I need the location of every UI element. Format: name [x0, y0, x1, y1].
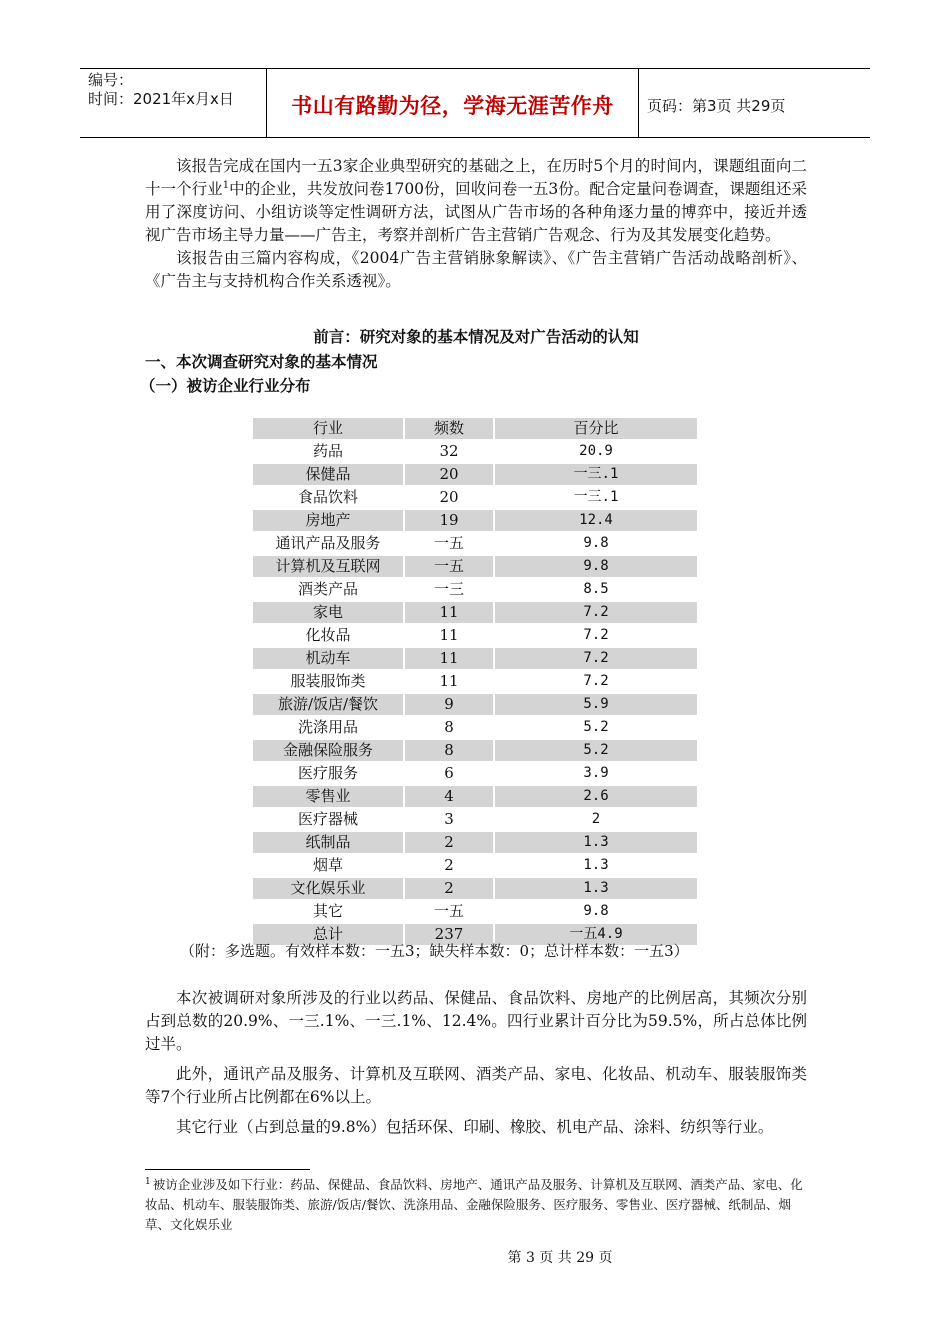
table-row — [253, 602, 697, 623]
industry-cell: 烟草 — [312, 856, 343, 874]
percent-cell: 7.2 — [493, 625, 697, 646]
industry-cell: 化妆品 — [305, 626, 351, 644]
page-header — [80, 68, 870, 138]
table-row — [253, 556, 697, 577]
analysis-paragraph-1: 本次被调研对象所涉及的行业以药品、保健品、食品饮料、房地产的比例居高，其频次分别占到总数的20.9%、一三.1%、一三.1%、12.4%。四行业累计百分比为59.5%，所占总体比例过半。 — [145, 989, 807, 1053]
footnote-ref[interactable]: 1 — [222, 179, 230, 191]
industry-cell: 房地产 — [253, 510, 403, 531]
percent-cell: 9.8 — [493, 533, 697, 554]
intro-paragraph-2: 该报告由三篇内容构成，《2004广告主营销脉象解读》、《广告主营销广告活动战略剖析》、《广告主与支持机构合作关系透视》。 — [145, 249, 807, 290]
industry-cell: 计算机及互联网 — [253, 556, 403, 577]
frequency-cell: 2 — [403, 832, 493, 853]
frequency-cell: 一五 — [403, 533, 493, 554]
percent-cell: 2 — [493, 809, 697, 830]
percent-cell: 7.2 — [493, 602, 697, 623]
table-row — [253, 878, 697, 899]
frequency-cell: 11 — [403, 671, 493, 692]
percent-cell: 一三.1 — [493, 487, 697, 508]
table-row — [253, 671, 697, 692]
percent-cell: 7.2 — [493, 648, 697, 669]
industry-cell: 机动车 — [253, 648, 403, 669]
industry-cell: 医疗服务 — [297, 764, 358, 782]
table-row — [253, 694, 697, 715]
frequency-cell: 3 — [403, 809, 493, 830]
industry-cell: 食品饮料 — [297, 488, 358, 506]
percent-cell: 1.3 — [493, 878, 697, 899]
percent-cell: 12.4 — [493, 510, 697, 531]
heading-level-1: 一、本次调查研究对象的基本情况 — [145, 353, 378, 371]
percent-cell: 9.8 — [493, 556, 697, 577]
table-note: （附：多选题。有效样本数：一五3；缺失样本数：0；总计样本数：一五3） — [180, 942, 689, 960]
percent-cell: 5.2 — [493, 740, 697, 761]
percent-cell: 7.2 — [493, 671, 697, 692]
percent-cell: 8.5 — [493, 579, 697, 600]
industry-distribution-table — [253, 416, 697, 947]
intro-paragraph-1: 该报告完成在国内一五3家企业典型研究的基础之上，在历时5个月的时间内，课题组面向二十一个行业$^1$中的企业，共发放问卷1700份，回收问卷一五3份。配合定量问卷调查，课题组还采用了深度访问、小组访谈等定性调研方法，试图从广告市场的各种角逐力量的博弈中，接近并透视广告市场主导力量——广告主，考察并剖析广告主营销广告观念、行为及其发展变化趋势。 — [145, 157, 807, 244]
industry-cell: 酒类产品 — [297, 580, 358, 598]
table-row — [253, 441, 697, 462]
page-footer: 第 3 页 共 29 页 — [507, 1250, 613, 1266]
column-header: 百分比 — [493, 418, 697, 439]
header-meta — [80, 69, 267, 137]
industry-cell: 服装服饰类 — [290, 672, 366, 690]
frequency-cell: 4 — [403, 786, 493, 807]
industry-cell: 其它 — [312, 902, 343, 920]
industry-cell: 医疗器械 — [297, 810, 358, 828]
frequency-cell: 11 — [403, 602, 493, 623]
frequency-cell: 20 — [403, 464, 493, 485]
industry-cell: 金融保险服务 — [253, 740, 403, 761]
frequency-cell: 2 — [403, 878, 493, 899]
table-row — [253, 832, 697, 853]
percent-cell: 9.8 — [493, 901, 697, 922]
percent-cell: 一三.1 — [493, 464, 697, 485]
frequency-cell: 19 — [403, 510, 493, 531]
industry-cell: 家电 — [253, 602, 403, 623]
frequency-cell: 11 — [403, 648, 493, 669]
header-motto: 书山有路勤为径，学海无涯苦作舟 — [267, 69, 639, 137]
percent-cell: 1.3 — [493, 855, 697, 876]
industry-cell: 文化娱乐业 — [253, 878, 403, 899]
frequency-cell: 20 — [403, 487, 493, 508]
table-row — [253, 717, 697, 738]
frequency-cell: 11 — [403, 625, 493, 646]
column-header: 频数 — [403, 418, 493, 439]
percent-cell: 2.6 — [493, 786, 697, 807]
frequency-cell: 8 — [403, 740, 493, 761]
table-row — [253, 464, 697, 485]
intro-section — [145, 155, 807, 293]
industry-cell: 洗涤用品 — [297, 718, 358, 736]
percent-cell: 一五4.9 — [493, 924, 697, 945]
frequency-cell: 237 — [403, 924, 493, 945]
table-row — [253, 786, 697, 807]
industry-cell: 通讯产品及服务 — [275, 534, 381, 552]
frequency-cell: 6 — [403, 763, 493, 784]
percent-cell: 1.3 — [493, 832, 697, 853]
section-title: 前言：研究对象的基本情况及对广告活动的认知 — [313, 328, 639, 346]
footnote-mark: 1 — [145, 1176, 151, 1187]
table-row — [253, 809, 697, 830]
industry-cell: 零售业 — [253, 786, 403, 807]
analysis-section — [145, 987, 807, 1139]
table-row — [253, 855, 697, 876]
industry-cell: 总计 — [253, 924, 403, 945]
table-row — [253, 648, 697, 669]
percent-cell: 5.9 — [493, 694, 697, 715]
table-header-row — [253, 418, 697, 439]
footnote-text: 被访企业涉及如下行业：药品、保健品、食品饮料、房地产、通讯产品及服务、计算机及互联网、酒类产品、家电、化妆品、机动车、服装服饰类、旅游/饭店/餐饮、洗涤用品、金融保险服务、医疗服务、零售业、医疗器械、纸制品、烟草、文化娱乐业 — [145, 1177, 803, 1232]
date-label: 时间：2021年x月x日 — [88, 90, 234, 108]
percent-cell: 20.9 — [493, 441, 697, 462]
table-row — [253, 740, 697, 761]
footnote-divider — [145, 1169, 310, 1170]
frequency-cell: 一三 — [403, 579, 493, 600]
percent-cell: 5.2 — [493, 717, 697, 738]
table-row — [253, 901, 697, 922]
frequency-cell: 9 — [403, 694, 493, 715]
table-row — [253, 510, 697, 531]
analysis-paragraph-2: 此外，通讯产品及服务、计算机及互联网、酒类产品、家电、化妆品、机动车、服装服饰类等7个行业所占比例都在6%以上。 — [145, 1065, 807, 1106]
percent-cell: 3.9 — [493, 763, 697, 784]
serial-label: 编号： — [88, 71, 134, 89]
table-row — [253, 763, 697, 784]
heading-level-2: （一）被访企业行业分布 — [140, 377, 311, 395]
industry-cell: 药品 — [312, 442, 343, 460]
frequency-cell: 32 — [403, 441, 493, 462]
industry-cell: 纸制品 — [253, 832, 403, 853]
analysis-paragraph-3: 其它行业（占到总量的9.8%）包括环保、印刷、橡胶、机电产品、涂料、纺织等行业。 — [176, 1118, 774, 1136]
footnote — [145, 1175, 815, 1235]
industry-cell: 保健品 — [253, 464, 403, 485]
frequency-cell: 一五 — [403, 556, 493, 577]
table-row — [253, 487, 697, 508]
table-row — [253, 625, 697, 646]
frequency-cell: 2 — [403, 855, 493, 876]
header-page-info: 页码：第3页 共29页 — [647, 96, 786, 115]
frequency-cell: 一五 — [403, 901, 493, 922]
industry-cell: 旅游/饭店/餐饮 — [253, 694, 403, 715]
column-header: 行业 — [253, 418, 403, 439]
table-row — [253, 533, 697, 554]
frequency-cell: 8 — [403, 717, 493, 738]
table-row — [253, 579, 697, 600]
